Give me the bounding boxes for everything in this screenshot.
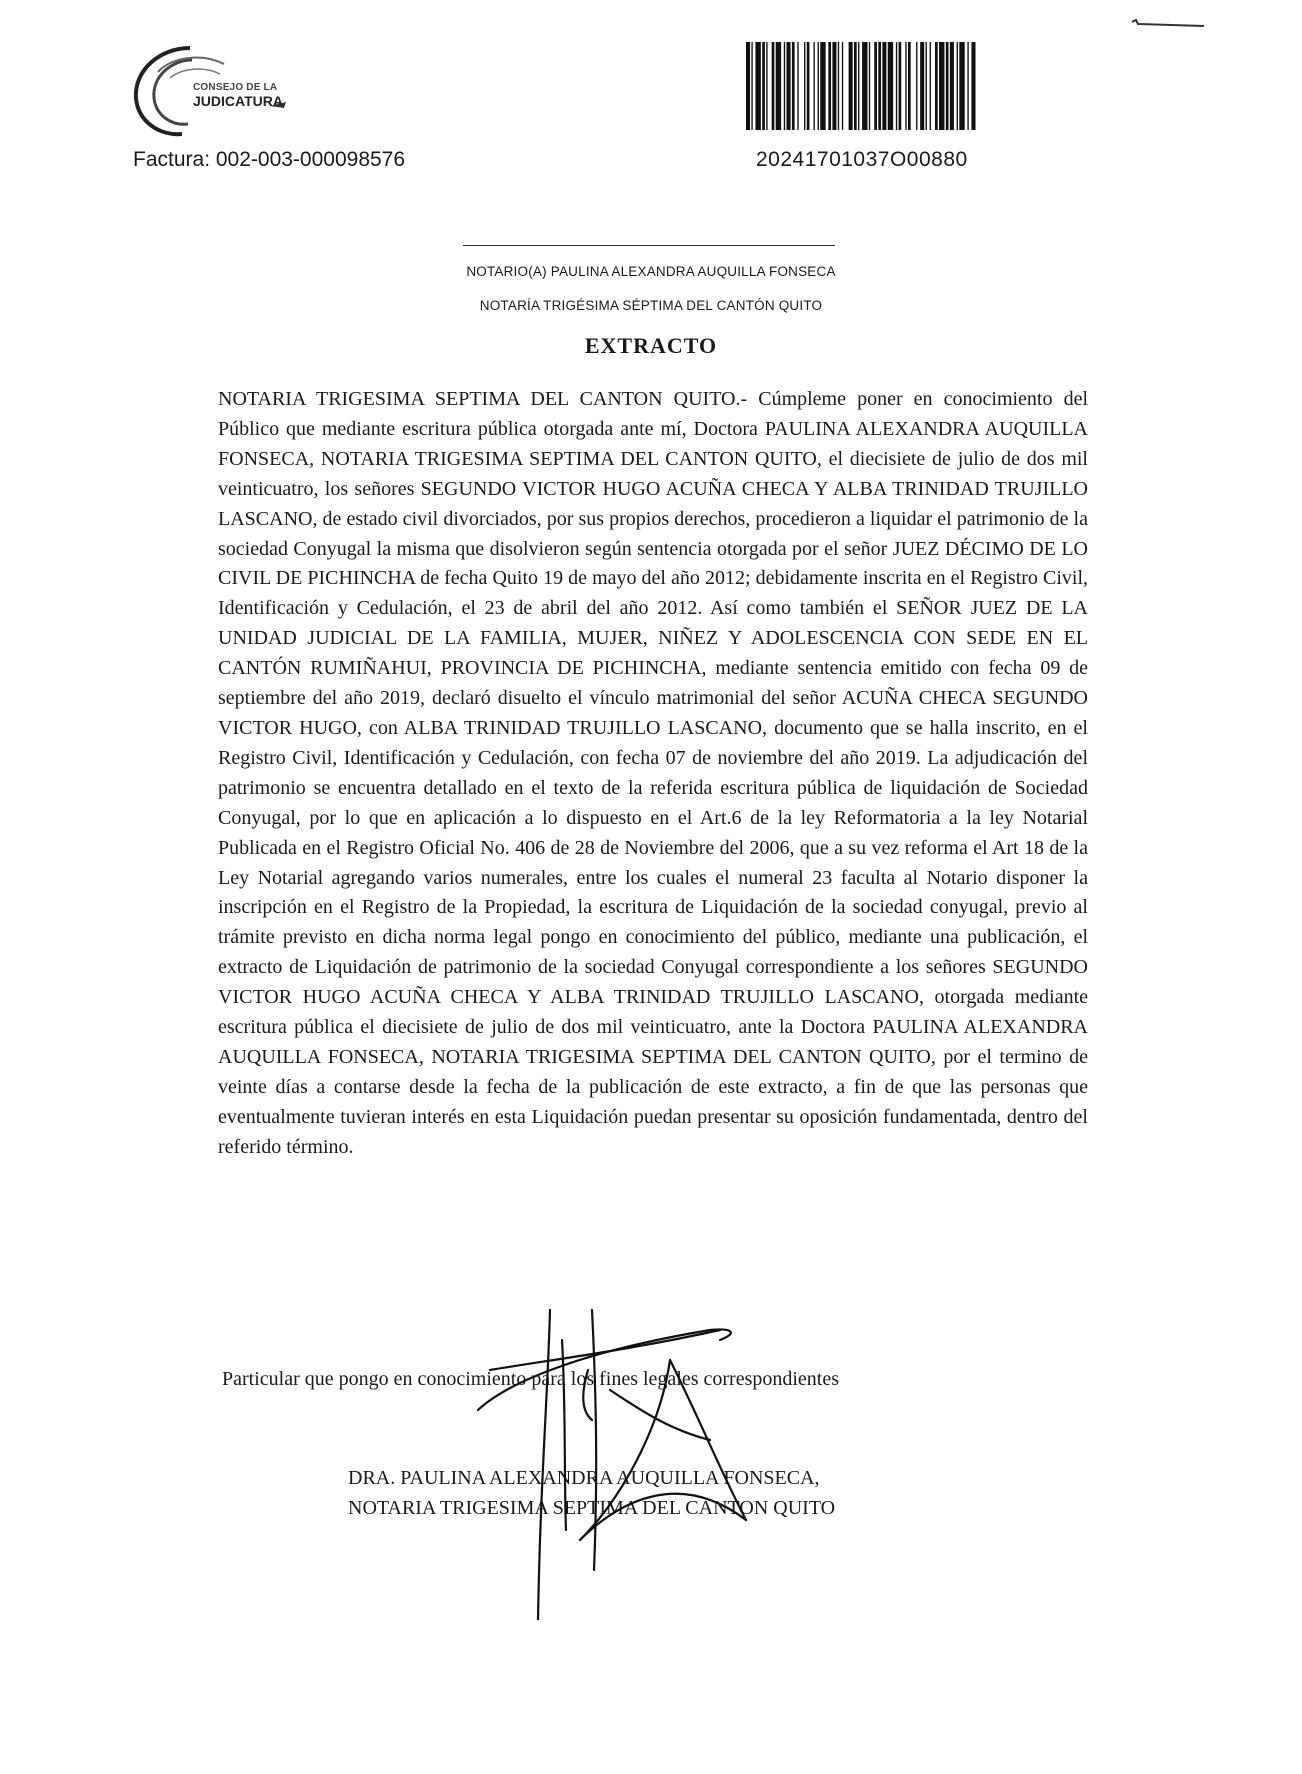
signatory-name: DRA. PAULINA ALEXANDRA AUQUILLA FONSECA, <box>348 1467 820 1489</box>
barcode-bar <box>888 42 893 130</box>
handwritten-signature-icon <box>470 1270 820 1620</box>
barcode-bar <box>784 42 785 130</box>
barcode-bar <box>882 42 886 130</box>
barcode-bar <box>967 42 968 130</box>
extract-body <box>218 385 1088 1163</box>
barcode-bar <box>746 42 750 130</box>
barcode-bar <box>905 42 906 130</box>
barcode-bar <box>832 42 836 130</box>
barcode-bar <box>842 42 843 130</box>
barcode-bar <box>939 42 944 130</box>
logo-line-2: JUDICATURA <box>193 93 283 109</box>
barcode-bar <box>950 42 954 130</box>
barcode-bar <box>957 42 958 130</box>
extract-paragraph: NOTARIA TRIGESIMA SEPTIMA DEL CANTON QUITO.- Cúmpleme poner en conocimiento del Público que mediante escritura pública otorgada ante mí, Doctora PAULINA ALEXANDRA AUQUILLA FONSECA, NOTARIA TRIGESIMA SEPTIMA DEL CANTON QUITO, el diecisiete de julio de dos mil veinticuatro, los señores SEGUNDO VICTOR HUGO ACUÑA CHECA Y ALBA TRINIDAD TRUJILLO LASCANO, de estado civil divorciados, por sus propios derechos, procedieron a liquidar el patrimonio de la sociedad Conyugal la misma que disolvieron según sentencia otorgada por el señor JUEZ DÉCIMO DE LO CIVIL DE PICHINCHA de fecha Quito 19 de mayo del año 2012; debidamente inscrita en el Registro Civil, Identificación y Cedulación, el 23 de abril del año 2012. Así como también el SEÑOR JUEZ DE LA UNIDAD JUDICIAL DE LA FAMILIA, MUJER, NIÑEZ Y ADOLESCENCIA CON SEDE EN EL CANTÓN RUMIÑAHUI, PROVINCIA DE PICHINCHA, mediante sentencia emitido con fecha 09 de septiembre del año 2019, declaró disuelto el vínculo matrimonial del señor ACUÑA CHECA SEGUNDO VICTOR HUGO, con ALBA TRINIDAD TRUJILLO LASCANO, documento que se halla inscrito, en el Registro Civil, Identificación y Cedulación, con fecha 07 de noviembre del año 2019. La adjudicación del patrimonio se encuentra detallado en el texto de la referida escritura pública de liquidación de Sociedad Conyugal, por lo que en aplicación a lo dispuesto en el Art.6 de la ley Reformatoria a la ley Notarial Publicada en el Registro Oficial No. 406 de 28 de Noviembre del 2006, que a su vez reforma el Art 18 de la Ley Notarial agregando varios numerales, entre los cuales el numeral 23 faculta al Notario disponer la inscripción en el Registro de la Propiedad, la escritura de Liquidación de la sociedad conyugal, previo al trámite previsto en dicha norma legal pongo en conocimiento del público, mediante una publicación, el extracto de Liquidación de patrimonio de la sociedad Conyugal correspondiente a los señores SEGUNDO VICTOR HUGO ACUÑA CHECA Y ALBA TRINIDAD TRUJILLO LASCANO, otorgada mediante escritura pública el diecisiete de julio de dos mil veinticuatro, ante la Doctora PAULINA ALEXANDRA AUQUILLA FONSECA, NOTARIA TRIGESIMA SEPTIMA DEL CANTON QUITO, por el termino de veinte días a contarse desde la fecha de la publicación de este extracto, a fin de que las personas que eventualmente tuvieran interés en esta Liquidación puedan presentar su oposición fundamentada, dentro del referido término. <box>218 388 1088 1158</box>
barcode-bar <box>946 42 949 130</box>
barcode-bar <box>838 42 839 130</box>
barcode-bar <box>869 42 870 130</box>
barcode-bar <box>776 42 781 130</box>
logo-line-1: CONSEJO DE LA <box>193 82 278 93</box>
notaria-name: NOTARÍA TRIGÉSIMA SÉPTIMA DEL CANTÓN QUITO <box>479 298 823 313</box>
barcode-bar <box>959 42 964 130</box>
barcode-bar <box>787 42 791 130</box>
barcode-bar <box>926 42 927 130</box>
barcode-bar <box>920 42 924 130</box>
barcode-bar <box>858 42 859 130</box>
barcode-bar <box>820 42 825 130</box>
barcode-bar <box>899 42 902 130</box>
barcode-bar <box>814 42 815 130</box>
barcode-bar <box>797 42 798 130</box>
barcode-bar <box>818 42 819 130</box>
barcode-bar <box>908 42 911 130</box>
barcode-bar <box>896 42 897 130</box>
barcode-bar <box>772 42 775 130</box>
barcode-bar <box>935 42 938 130</box>
barcode-bar <box>766 42 767 130</box>
barcode-bar <box>762 42 765 130</box>
header-divider <box>463 245 835 246</box>
judicatura-logo <box>130 42 320 142</box>
barcode-bar <box>807 42 810 130</box>
barcode-bar <box>751 42 752 130</box>
barcode-bar <box>916 42 917 130</box>
barcode-icon <box>744 42 1180 130</box>
barcode-bar <box>971 42 975 130</box>
pen-mark-icon <box>1130 18 1208 32</box>
page-title: EXTRACTO <box>584 333 718 358</box>
closing-line: Particular que pongo en conocimiento para los fines legales correspondientes <box>222 1368 840 1390</box>
barcode-bar <box>792 42 795 130</box>
barcode-bar <box>854 42 857 130</box>
barcode-number: 20241701037O00880 <box>756 148 968 171</box>
barcode-bar <box>755 42 760 130</box>
factura-number: Factura: 002-003-000098576 <box>133 148 406 171</box>
barcode-bar <box>804 42 805 130</box>
barcode-bar <box>849 42 853 130</box>
barcode-bar <box>862 42 867 130</box>
barcode-bar <box>874 42 877 130</box>
barcode-bar <box>878 42 881 130</box>
signatory-title: NOTARIA TRIGESIMA SEPTIMA DEL CANTON QUITO <box>348 1497 836 1519</box>
notario-name: NOTARIO(A) PAULINA ALEXANDRA AUQUILLA FONSECA <box>466 264 836 279</box>
barcode-bar <box>828 42 831 130</box>
barcode-bar <box>930 42 931 130</box>
